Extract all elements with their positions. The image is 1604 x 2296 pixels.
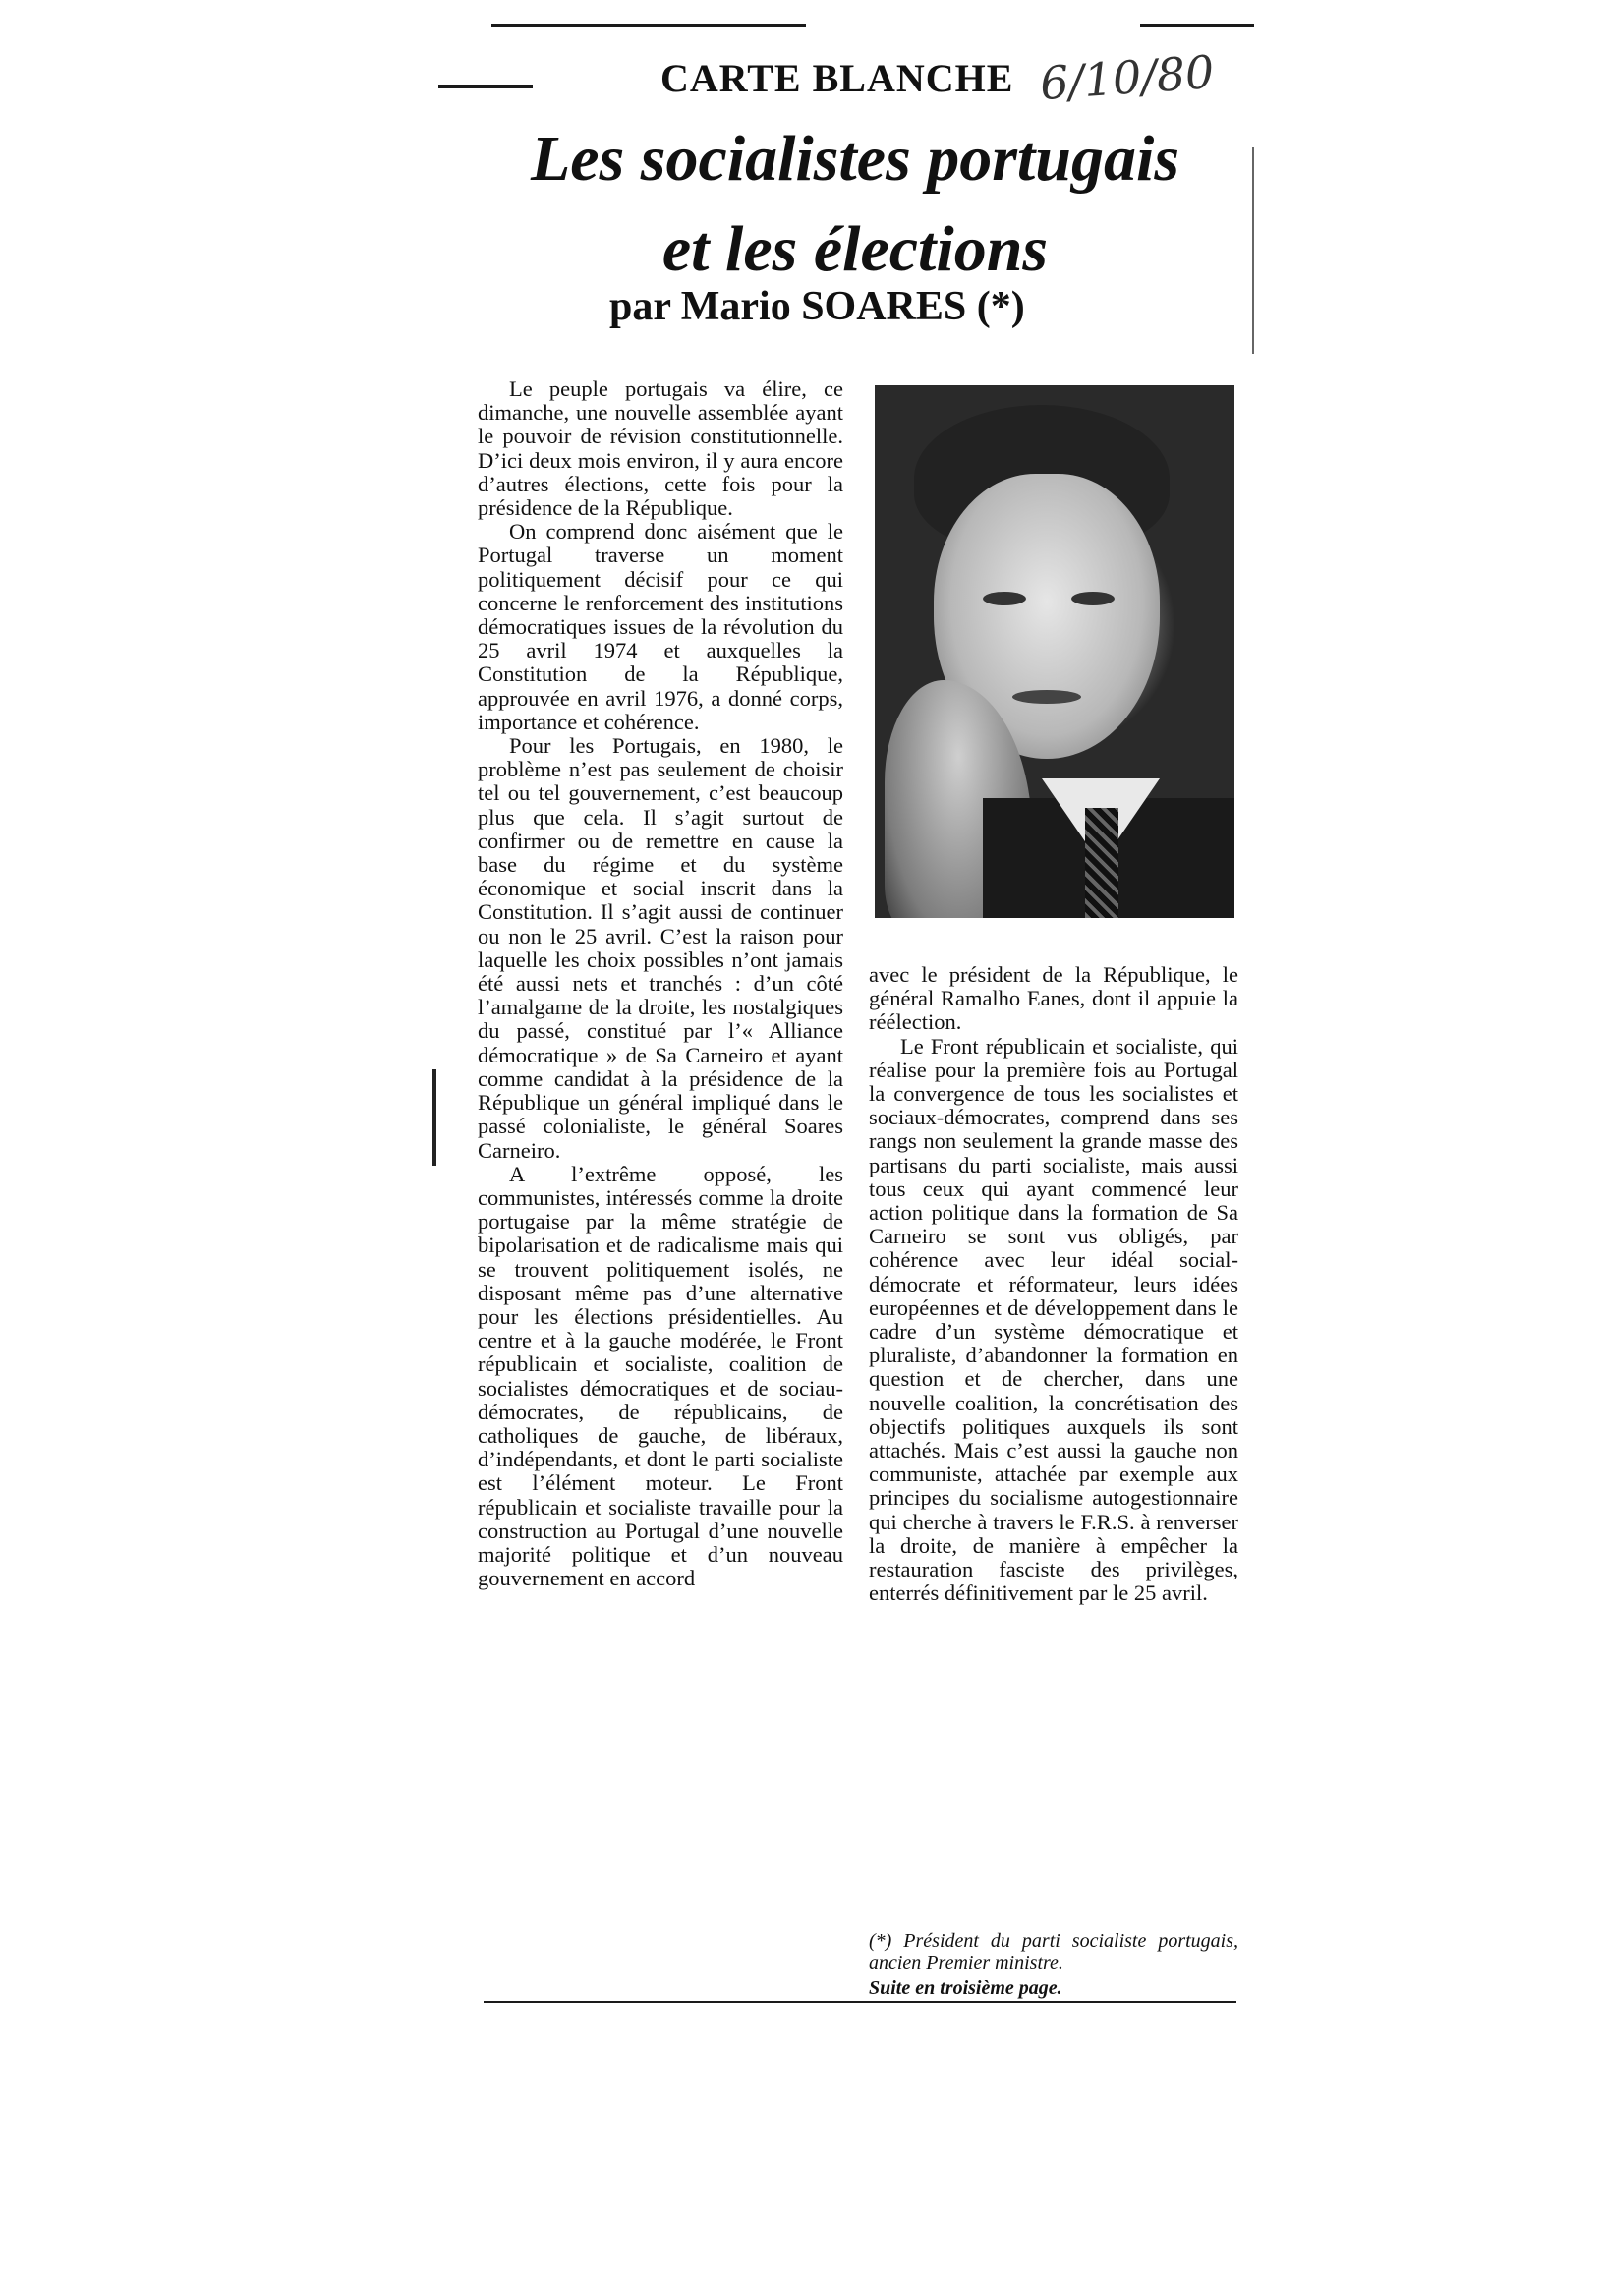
bottom-rule bbox=[484, 2001, 1236, 2003]
headline-line-1: Les socialistes portugais bbox=[530, 123, 1180, 195]
top-rule-right bbox=[1140, 24, 1254, 27]
paragraph: Pour les Portugais, en 1980, le problème n’est pas seulement de choisir tel ou tel gouvernement, c’est beaucoup plus que cela. Il s’agit surtout de confirmer ou de remettre en cause la base du régime et du système économique et social inscrit dans la Constitution. Il s’agit aussi de continuer ou non le 25 avril. C’est la raison pour laquelle les choix possibles n’ont jamais été aussi nets et tranchés : d’un côté l’amalgame de la droite, les nostalgiques du passé, constitué par l’« Alliance démocratique » de Sa Carneiro et ayant comme candidat à la présidence de la République un général impliqué dans le passé colonialiste, le général Soares Carneiro. bbox=[478, 733, 843, 1163]
photo-mouth bbox=[1012, 690, 1081, 704]
footnote: (*) Président du parti socialiste portugais, ancien Premier ministre. bbox=[869, 1930, 1238, 1974]
article-right-column bbox=[869, 963, 1238, 1605]
photo-eye-right bbox=[1071, 592, 1115, 605]
paragraph: A l’extrême opposé, les communistes, intéressés comme la droite portugaise par la même stratégie de bipolarisation et de radicalisme mais qui se trouvent politiquement isolés, ne disposant même pas d’une alternative pour les élections présidentielles. Au centre et à la gauche modérée, le Front républicain et socialiste, coalition de socialistes démocratiques et de sociau-démocrates, de républicains, de catholiques de gauche, de libéraux, d’indépendants, et dont le parti socialiste est l’élément moteur. Le Front républicain et socialiste travaille pour la construction au Portugal d’une nouvelle majorité politique et d’un nouveau gouvernement en accord bbox=[478, 1161, 843, 1591]
photo-eye-left bbox=[983, 592, 1026, 605]
photo-tie bbox=[1085, 808, 1118, 918]
paragraph: avec le président de la République, le général Ramalho Eanes, dont il appuie la réélection. bbox=[869, 962, 1238, 1035]
kicker: CARTE BLANCHE bbox=[660, 56, 1014, 100]
top-rule-left bbox=[491, 24, 806, 27]
continuation-note: Suite en troisième page. bbox=[869, 1978, 1062, 1999]
paragraph: On comprend donc aisément que le Portugal traverse un moment politiquement décisif pour ce qui concerne le renforcement des institutions démocratiques issues de la révolution du 25 avril 1974 et auxquelles la Constitution de la République, approuvée en avril 1976, a donné corps, importance et cohérence. bbox=[478, 519, 843, 734]
headline-line-2: et les élections bbox=[661, 213, 1049, 285]
margin-mark bbox=[432, 1069, 436, 1166]
handwritten-date: 6/10/80 bbox=[1038, 44, 1217, 111]
margin-mark-right bbox=[1252, 147, 1254, 354]
paragraph: Le peuple portugais va élire, ce dimanche, une nouvelle assemblée ayant le pouvoir de révision constitutionnelle. D’ici deux mois environ, il y aura encore d’autres élections, cette fois pour la présidence de la République. bbox=[478, 376, 843, 521]
article-left-column bbox=[478, 377, 843, 1590]
paragraph: Le Front républicain et socialiste, qui réalise pour la première fois au Portugal la convergence de tous les socialistes et sociaux-démocrates, comprend dans ses rangs non seulement la grande masse des partisans du parti socialiste, mais aussi tous ceux qui ayant commencé leur action politique dans la formation de Sa Carneiro se sont vus obligés, par cohérence avec leur idéal social-démocrate et réformateur, leurs idées européennes et de développement dans le cadre d’un système démocratique et pluraliste, d’abandonner la formation en question et de chercher, dans une nouvelle coalition, la concrétisation des objectifs politiques auxquels ils sont attachés. Mais c’est aussi la gauche non communiste, attachée par exemple aux principes du socialisme autogestionnaire qui cherche à travers le F.R.S. à renverser la droite, de manière à empêcher la restauration fasciste des privilèges, enterrés définitivement par le 25 avril. bbox=[869, 1033, 1238, 1606]
kicker-dash bbox=[438, 85, 533, 88]
author-photo bbox=[875, 385, 1234, 918]
byline: par Mario SOARES (*) bbox=[609, 284, 1025, 329]
